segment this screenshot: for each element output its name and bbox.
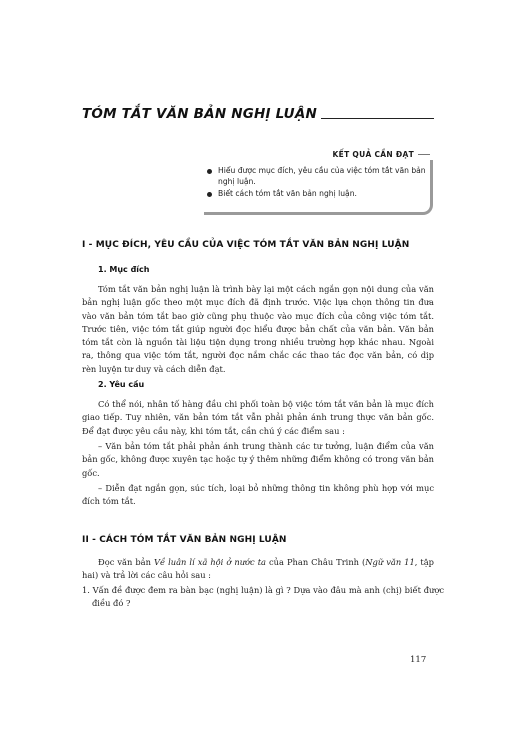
page-number: 117 — [410, 655, 427, 665]
section-2-intro — [82, 556, 434, 583]
book-title: Ngữ văn 11 — [365, 557, 415, 567]
question-1: 1. Vấn đề được đem ra bàn bạc (nghị luận) là gì ? Dựa vào đâu mà anh (chị) biết được điều đó ? — [82, 585, 444, 609]
header-rule — [418, 154, 430, 155]
learning-outcomes-box — [204, 150, 433, 215]
intro-text: Đọc văn bản — [98, 557, 154, 567]
list-item — [204, 166, 430, 187]
title-rule — [321, 118, 434, 119]
list-item — [204, 189, 430, 200]
learning-outcomes-header: KẾT QUẢ CẦN ĐẠT — [332, 150, 414, 159]
requirement-point-1: – Văn bản tóm tắt phải phản ánh trung thành các tư tưởng, luận điểm của văn bản gốc, không được xuyên tạc hoặc tự ý thêm những điểm không có trong văn bản gốc. — [82, 441, 434, 478]
requirements-paragraph: Có thể nói, nhân tố hàng đầu chi phối toàn bộ việc tóm tắt văn bản là mục đích giao tiếp. Tuy nhiên, văn bản tóm tắt vẫn phải phản ánh trung thực văn bản gốc. Để đạt được yêu cầu này, khi tóm tắt, cần chú ý các điểm sau : — [82, 399, 434, 436]
lesson-title-text: TÓM TẮT VĂN BẢN NGHỊ LUẬN — [82, 106, 317, 122]
subsection-purpose-title: 1. Mục đích — [98, 265, 150, 274]
section-1-heading: I - MỤC ĐÍCH, YÊU CẦU CỦA VIỆC TÓM TẮT VĂN BẢN NGHỊ LUẬN — [82, 240, 410, 250]
section-2-heading: II - CÁCH TÓM TẮT VĂN BẢN NGHỊ LUẬN — [82, 535, 287, 545]
requirement-point-2: – Diễn đạt ngắn gọn, súc tích, loại bỏ những thông tin không phù hợp với mục đích tóm tắt. — [82, 483, 434, 507]
intro-text: , tập hai) và trả lời các câu hỏi sau : — [82, 557, 434, 581]
learning-outcomes-list — [204, 160, 430, 200]
outcome-text: Biết cách tóm tắt văn bản nghị luận. — [218, 189, 357, 198]
purpose-paragraph: Tóm tắt văn bản nghị luận là trình bày lại một cách ngắn gọn nội dung của văn bản nghị luận gốc theo một mục đích đã định trước. Việc lựa chọn thông tin đưa vào văn bản tóm tắt bao giờ cũng phụ thuộc vào mục đích của công việc tóm tắt. Trước tiên, việc tóm tắt giúp người đọc hiểu được bản chất của văn bản. Văn bản tóm tắt còn là nguồn tài liệu tiện dụng trong nhiều trường hợp khác nhau. Ngoài ra, thông qua việc tóm tắt, người đọc nắm chắc các thao tác đọc văn bản, có dịp rèn luyện tư duy và cách diễn đạt. — [82, 284, 434, 374]
intro-text: của Phan Châu Trinh ( — [265, 557, 366, 567]
outcome-text: Hiểu được mục đích, yêu cầu của việc tóm tắt văn bản nghị luận. — [218, 166, 426, 186]
bullet-icon — [207, 192, 212, 197]
lesson-title — [82, 106, 434, 122]
work-title: Về luân lí xã hội ở nước ta — [153, 557, 266, 567]
subsection-requirements-title: 2. Yêu cầu — [98, 380, 145, 389]
bullet-icon — [207, 169, 212, 174]
